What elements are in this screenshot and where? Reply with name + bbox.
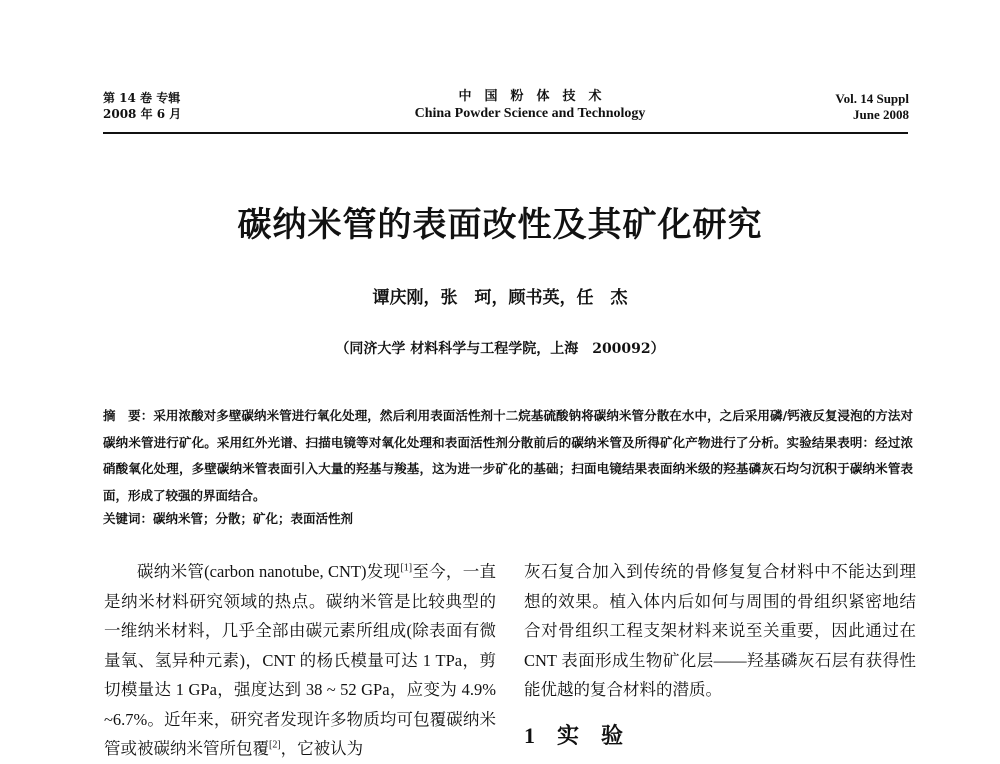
intro-text-b: 至今，一直是纳米材料研究领域的热点。碳纳米管是比较典型的一维纳米材料，几乎全部由碳元素所组成(除表面有微量氧、氢异种元素)，CNT 的杨氏模量可达 1 TPa，剪切模量达 1 GPa，强度达到 38 ~ 52 GPa，应变为 4.9% ~6.7%。近年来，研究者发现许多物质均可包覆碳纳米管或被碳纳米管所包覆 <box>104 562 496 758</box>
header-center <box>380 89 680 122</box>
continued-paragraph: 灰石复合加入到传统的骨修复复合材料中不能达到理想的效果。植入体内后如何与周围的骨组织紧密地结合对骨组织工程支架材料来说至关重要，因此通过在 CNT 表面形成生物矿化层——羟基磷灰石层有获得性能优越的复合材料的潜质。 <box>524 562 916 699</box>
journal-name-cn: 中国粉体技术 <box>458 89 615 104</box>
affiliation: （同济大学 材料科学与工程学院，上海 200092） <box>335 341 665 357</box>
citation-1[interactable]: [1] <box>400 562 413 574</box>
citation-2[interactable]: [2] <box>269 739 281 751</box>
body-left-column <box>104 557 496 764</box>
abstract-text: 采用浓酸对多壁碳纳米管进行氧化处理，然后利用表面活性剂十二烷基硫酸钠将碳纳米管分散在水中，之后采用磷/钙液反复浸泡的方法对碳纳米管进行矿化。采用红外光谱、扫描电镜等对氧化处理和表面活性剂分散前后的碳纳米管及所得矿化产物进行了分析。实验结果表明：经过浓硝酸氧化处理，多壁碳纳米管表面引入大量的羟基与羧基，这为进一步矿化的基础；扫面电镜结果表面纳米级的羟基磷灰石均匀沉积于碳纳米管表面，形成了较强的界面结合。 <box>103 408 913 503</box>
article-title: 碳纳米管的表面改性及其矿化研究 <box>237 205 763 245</box>
date-cn: 2008 年 6 月 <box>103 107 182 121</box>
abstract <box>103 403 913 509</box>
section-title: 实 验 <box>557 722 624 748</box>
header-right <box>835 91 909 123</box>
intro-text-c: ，它被认为 <box>280 739 364 758</box>
keywords-text: 碳纳米管；分散；矿化；表面活性剂 <box>153 511 354 526</box>
header-rule <box>103 132 908 134</box>
volume-cn: 第 14 卷 专辑 <box>103 91 181 105</box>
body-right-column <box>524 557 916 750</box>
authors: 谭庆刚，张 珂，顾书英，任 杰 <box>372 288 628 308</box>
abstract-label: 摘 要： <box>103 408 154 423</box>
intro-text-a: 碳纳米管(carbon nanotube, CNT)发现 <box>137 562 401 581</box>
keywords <box>103 509 353 527</box>
keywords-label: 关键词： <box>103 511 154 526</box>
journal-name-en: China Powder Science and Technology <box>414 106 646 121</box>
section-number: 1 <box>524 722 535 748</box>
volume-en: Vol. 14 Suppl <box>835 91 909 106</box>
section-heading <box>524 721 916 751</box>
header-left <box>103 90 181 122</box>
intro-paragraph <box>104 557 496 764</box>
date-en: June 2008 <box>853 107 909 122</box>
